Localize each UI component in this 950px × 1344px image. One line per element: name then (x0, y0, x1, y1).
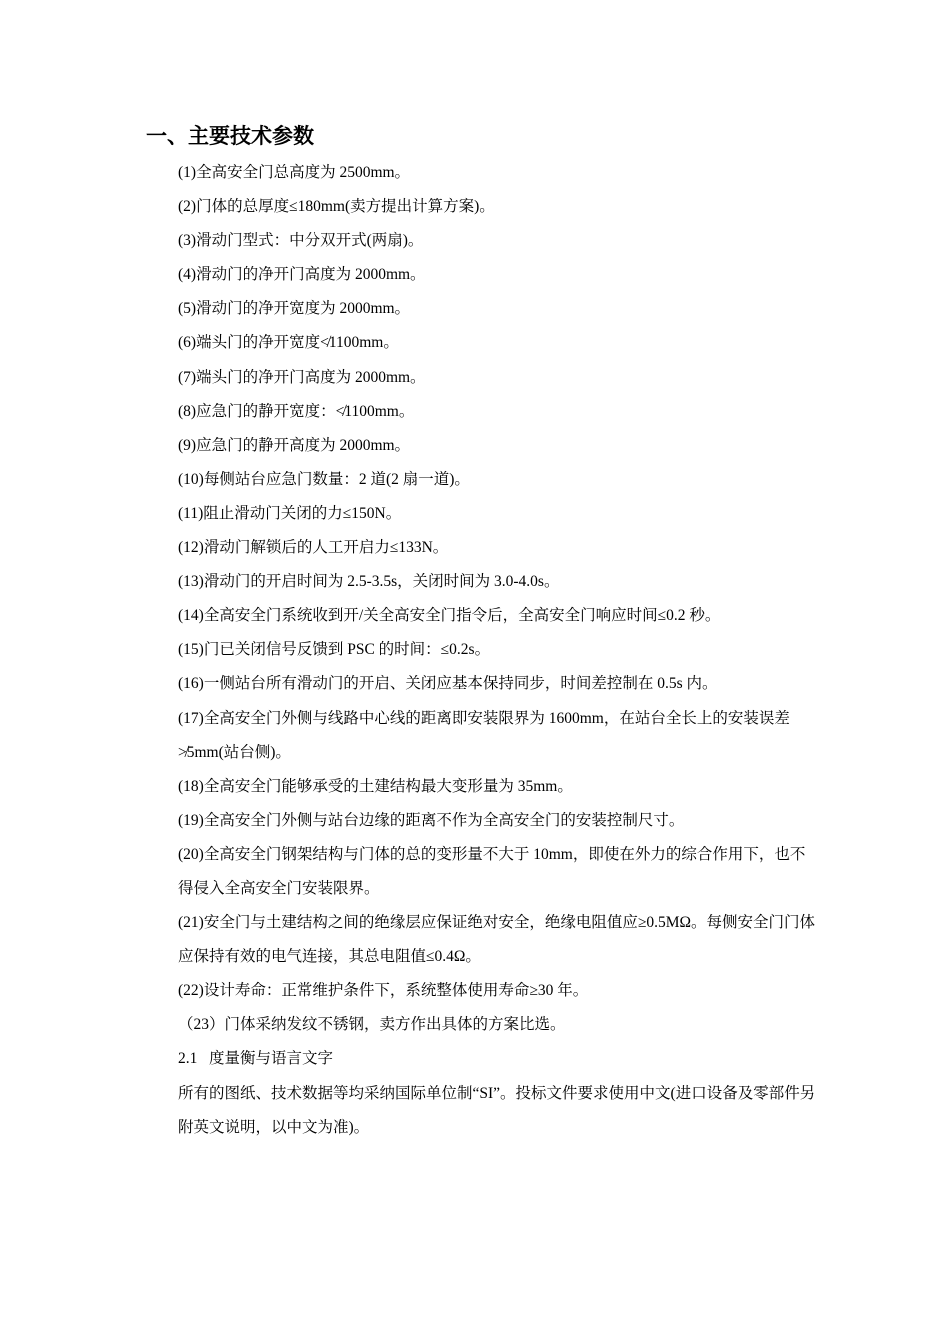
parameter-item-15: (15)门已关闭信号反馈到 PSC 的时间：≤0.2s。 (178, 641, 491, 659)
parameter-item-6: (6)端头门的净开宽度≮1100mm。 (178, 334, 399, 352)
subsection-title: 2.1 度量衡与语言文字 (178, 1050, 334, 1068)
parameter-item-11: (11)阻止滑动门关闭的力≤150N。 (178, 504, 402, 522)
parameter-item-8: (8)应急门的静开宽度：≮1100mm。 (178, 402, 415, 420)
parameter-item-1: (1)全高安全门总高度为 2500mm。 (178, 164, 411, 181)
parameter-item-18: (18)全高安全门能够承受的土建结构最大变形量为 35mm。 (178, 777, 573, 795)
parameter-item-3: (3)滑动门型式：中分双开式(两扇)。 (178, 232, 424, 250)
parameter-item-23: （23）门体采纳发纹不锈钢，卖方作出具体的方案比选。 (178, 1016, 566, 1034)
parameter-list (178, 156, 818, 1145)
parameter-item-21: (21)安全门与土建结构之间的绝缘层应保证绝对安全，绝缘电阻值应≥0.5MΩ。每侧安全门门体应保持有效的电气连接，其总电阻值≤0.4Ω。 (178, 914, 816, 966)
parameter-item-19: (19)全高安全门外侧与站台边缘的距离不作为全高安全门的安装控制尺寸。 (178, 811, 685, 829)
parameter-item-7: (7)端头门的净开门高度为 2000mm。 (178, 368, 426, 386)
parameter-item-12: (12)滑动门解锁后的人工开启力≤133N。 (178, 539, 449, 557)
parameter-item-17: (17)全高安全门外侧与线路中心线的距离即安装限界为 1600mm，在站台全长上的安装误差≯5mm(站台侧)。 (178, 709, 790, 761)
parameter-item-4: (4)滑动门的净开门高度为 2000mm。 (178, 266, 426, 284)
parameter-item-2: (2)门体的总厚度≤180mm(卖方提出计算方案)。 (178, 198, 495, 216)
parameter-item-22: (22)设计寿命：正常维护条件下，系统整体使用寿命≥30 年。 (178, 982, 589, 1000)
parameter-item-14: (14)全高安全门系统收到开/关全高安全门指令后，全高安全门响应时间≤0.2 秒。 (178, 607, 721, 625)
subsection-paragraph: 所有的图纸、技术数据等均采纳国际单位制“SI”。投标文件要求使用中文(进口设备及零部件另附英文说明，以中文为准)。 (178, 1084, 816, 1136)
parameter-item-20: (20)全高安全门钢架结构与门体的总的变形量不大于 10mm，即使在外力的综合作用下，也不得侵入全高安全门安装限界。 (178, 845, 806, 897)
parameter-item-9: (9)应急门的静开高度为 2000mm。 (178, 436, 411, 454)
parameter-item-16: (16)一侧站台所有滑动门的开启、关闭应基本保持同步，时间差控制在 0.5s 内。 (178, 675, 718, 693)
parameter-item-10: (10)每侧站台应急门数量：2 道(2 扇一道)。 (178, 470, 470, 488)
section-heading: 一、主要技术参数 (146, 124, 314, 148)
parameter-item-5: (5)滑动门的净开宽度为 2000mm。 (178, 300, 411, 318)
parameter-item-13: (13)滑动门的开启时间为 2.5-3.5s，关闭时间为 3.0-4.0s。 (178, 573, 560, 591)
